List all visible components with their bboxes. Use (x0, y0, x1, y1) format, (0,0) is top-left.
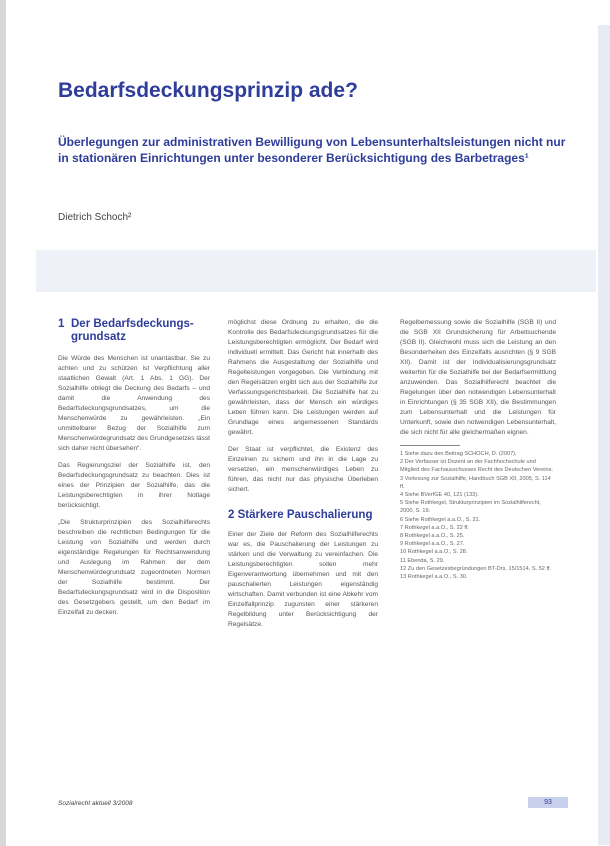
section-1-heading (58, 318, 210, 344)
paragraph: „Die Strukturprinzipien des Sozialhilferechts beschreiben die rechtlichen Bedingungen für die Leistung von Sozialhilfe und werden durch eigenständige Regelungen für Rechtsanwendung und Auslegung im Rahmen der dem Menschenwürdegrundsatz zugeordneten Normen der Sozialhilfe bestimmt. Der Bedarfsdeckungsgrundsatz wird in die Disposition des Gesetzgebers gestellt, um den Bedarf im Einzelfall zu decken. (58, 519, 210, 616)
footnote: 2 Der Verfasser ist Dozent an der Fachhochschule und Mitglied des Fachausschusses Recht des Deutschen Vereins. (400, 459, 553, 474)
footnote: 9 Rothkegel a.a.O., S. 27. (400, 541, 465, 548)
paragraph: Der Staat ist verpflichtet, die Existenz des Einzelnen zu sichern und ihn in die Lage zu versetzen, ein menschenwürdiges Leben zu führen, das nicht nur das physische Überleben sichert. (228, 446, 378, 493)
column-1 (58, 318, 210, 778)
page-number: 93 (528, 797, 568, 808)
paragraph: Die Würde des Menschen ist unantastbar. Sie zu achten und zu schützen ist Verpflichtung aller staatlichen Gewalt (Art. 1 Abs. 1 GG). Der Sozialhilfe obliegt die Deckung des Bedarfs – und damit die Anwendung des Bedarfsdeckungsgrundsatzes, um die Menschenwürde zu gewährleisten. „Ein unmittelbarer Bezug der Sozialhilfe zum Menschenwürdegrundsatz des Grundgesetzes lässt sich daher nicht übersehen“. (58, 355, 210, 452)
section-1-number: 1 (58, 318, 65, 330)
footnote: 8 Rothkegel a.a.O., S. 25. (400, 533, 465, 540)
paragraph: Einer der Ziele der Reform des Sozialhilferechts war es, die Pauschalierung der Leistungen zu stärken und die Verwaltung zu vereinfachen. Die Leistungsberechtigten sollen mehr Eigenverantwortung übernehmen und mit den pauschalierten Leistungen eigenständig wirtschaften. Damit verbunden ist eine Abkehr vom Einzelfallprinzip zugunsten einer stärkeren Regelbildung unter Berücksichtigung der Regelsätze. (228, 531, 378, 628)
section-2-title: Stärkere Pauschalierung (237, 509, 373, 521)
paragraph: möglichst diese Ordnung zu erhalten, die die Kontrolle des Bedarfsdeckungsgrundsatzes für die Leistungsberechtigten ermöglicht. Der Bedarf wird individuell ermittelt. Das Gericht hat innerhalb des Rahmens die Ausgestaltung der Sozialhilfe und Regelleistungen vorgegeben. Die Verbindung mit den Regelsätzen ergibt sich aus der Sozialhilfe zur Verfassungsgerichtsbarkeit. Die Sozialhilfe hat zu gewährleisten, dass der Mensch ein würdiges Leben führen kann. Die Leistungen werden auf Grundlage eines angemessenen Standards gewährt. (228, 319, 378, 436)
section-1-title-line1: Der Bedarfsdeckungs- (71, 318, 194, 330)
footnote: 13 Rothkegel a.a.O., S. 30. (400, 574, 468, 581)
footnote: 12 Zu den Gesetzesbegründungen BT-Drs. 15/1514, S. 52 ff. (400, 565, 552, 572)
title-divider-band (36, 250, 596, 292)
author: Dietrich Schoch² (58, 212, 132, 223)
column-2 (228, 318, 378, 778)
journal-footer: Sozialrecht aktuell 3/2008 (58, 800, 133, 807)
footnotes (400, 450, 556, 581)
footnote: 6 Siehe Rothkegel a.a.O., S. 21. (400, 516, 481, 523)
section-2-number: 2 (228, 509, 235, 521)
decorative-side-bar (598, 25, 610, 845)
footnote: 10 Rothkegel a.a.O., S. 28. (400, 549, 468, 556)
scan-edge (0, 0, 6, 846)
article-subtitle: Überlegungen zur administrativen Bewilligung von Lebensunterhaltsleistungen nicht nur in stationären Einrichtungen unter besonderer Berücksichtigung des Barbetrages¹ (58, 135, 566, 165)
paragraph: Regelbemessung sowie die Sozialhilfe (SGB II) und die SGB XII Grundsicherung für Arbeitsuchende (SGB II). Gleichwohl muss sich die Leistung an den Besonderheiten des Einzelfalls ausrichten (§ 9 SGB XII). Damit ist der Individualisierungsgrundsatz weiterhin für die Sozialhilfe bei der Bedarfsermittlung anzuwenden. Das Sozialhilferecht beachtet die Regelungen über den notwendigen Lebensunterhalt in Einrichtungen (§ 35 SGB XII), die Bestimmungen zum Lebensunterhalt und die Leistungen für Unterkunft, sowie den notwendigen Lebensunterhalt, die sich nicht für alle gleichermaßen eignen. (400, 319, 556, 436)
column-3 (400, 318, 556, 778)
footnote: 11 Ebenda, S. 29. (400, 557, 445, 564)
paragraph: Das Regierungsziel der Sozialhilfe ist, den Bedarfsdeckungsgrundsatz zu beachten. Dies ist eines der Prinzipien der Sozialhilfe, das die Leistungsberechtigten in ihrer Notlage berücksichtigt. (58, 462, 210, 509)
footnote: 1 Siehe dazu den Beitrag SCHOCH, D. (2007). (400, 451, 517, 457)
footnote: 4 Siehe BVerfGE 40, 121 (133). (400, 492, 479, 499)
section-2-heading (228, 509, 378, 521)
footnote: 7 Rothkegel a.a.O., S. 22 ff. (400, 524, 469, 531)
footnote: 3 Vorlesung zur Sozialhilfe, Handbuch SGB XII, 2005, S. 114 ff. (400, 475, 551, 490)
section-1-title-line2: grundsatz (71, 331, 126, 343)
article-title: Bedarfsdeckungsprinzip ade? (58, 79, 358, 102)
footnote-divider (400, 445, 460, 446)
footnote: 5 Siehe Rothkegel, Strukturprinzipien im Sozialhilferecht, 2000, S. 19. (400, 500, 541, 515)
